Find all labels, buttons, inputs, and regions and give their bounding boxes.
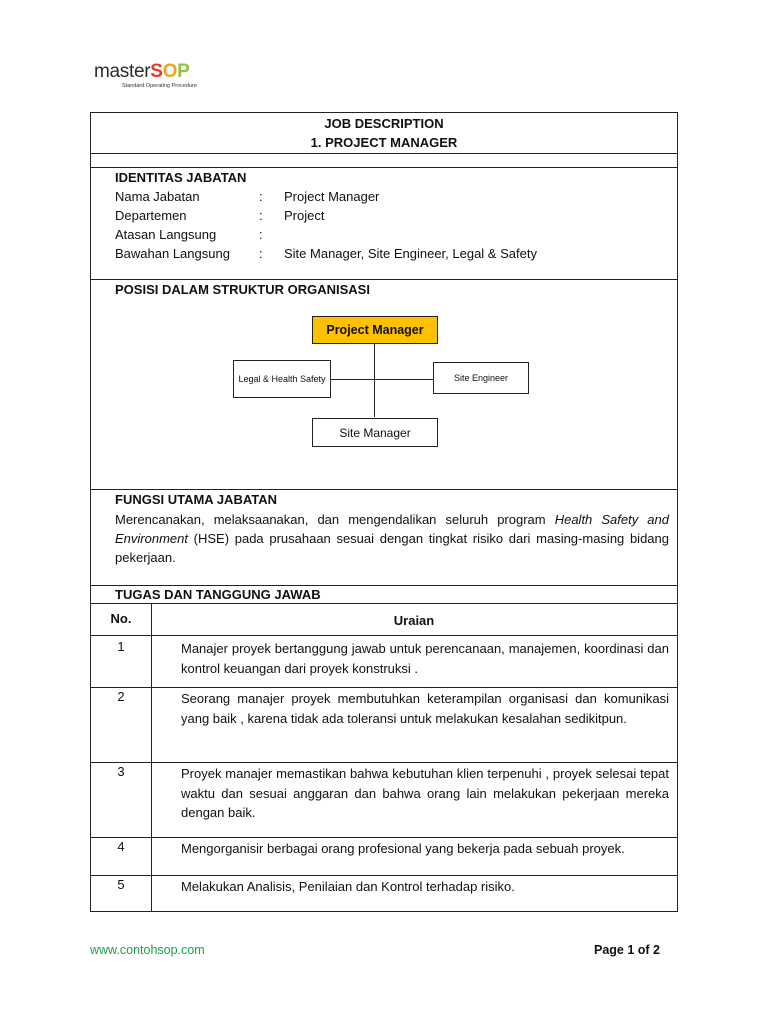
divider [91, 875, 677, 876]
org-connector-horizontal [331, 379, 434, 380]
colon: : [259, 189, 263, 204]
org-box-legal-health-safety: Legal & Health Safety [233, 360, 331, 398]
posisi-heading: POSISI DALAM STRUKTUR ORGANISASI [115, 282, 370, 297]
colon: : [259, 227, 263, 242]
job-description-table [90, 112, 678, 912]
value-bawahan-langsung: Site Manager, Site Engineer, Legal & Safety [284, 246, 537, 261]
doc-title: JOB DESCRIPTION [324, 116, 444, 131]
row-text: Seorang manajer proyek membutuhkan keterampilan organisasi dan komunikasi yang baik , karena tidak ada toleransi untuk melakukan kesalahan sedikitpun. [181, 691, 669, 726]
divider [91, 687, 677, 688]
org-connector-vertical [374, 343, 375, 417]
org-box-project-manager: Project Manager [312, 316, 438, 344]
row-number: 2 [117, 689, 125, 704]
divider [91, 837, 677, 838]
divider [91, 635, 677, 636]
label-bawahan-langsung: Bawahan Langsung [115, 246, 230, 261]
identitas-heading: IDENTITAS JABATAN [115, 170, 247, 185]
row-number: 3 [117, 764, 125, 779]
column-header-no: No. [110, 611, 132, 626]
row-number: 5 [117, 877, 125, 892]
footer-website-link[interactable]: www.contohsop.com [90, 943, 205, 957]
value-nama-jabatan: Project Manager [284, 189, 380, 204]
logo-tagline: Standard Operating Procedure [122, 83, 197, 89]
column-divider [151, 603, 152, 911]
page-number: Page 1 of 2 [594, 943, 660, 957]
fungsi-heading: FUNGSI UTAMA JABATAN [115, 492, 278, 507]
colon: : [259, 246, 263, 261]
row-number: 1 [117, 639, 125, 654]
doc-subtitle: 1. PROJECT MANAGER [310, 135, 458, 150]
label-atasan-langsung: Atasan Langsung [115, 227, 217, 242]
tugas-heading: TUGAS DAN TANGGUNG JAWAB [115, 587, 321, 602]
row-text: Melakukan Analisis, Penilaian dan Kontrol terhadap risiko. [181, 879, 515, 894]
logo-word-master: master [94, 61, 151, 82]
mastersop-logo: masterSOP Standard Operating Procedure [94, 62, 204, 94]
divider [91, 762, 677, 763]
label-departemen: Departemen [115, 208, 187, 223]
column-header-uraian: Uraian [393, 613, 435, 628]
divider [91, 603, 677, 604]
label-nama-jabatan: Nama Jabatan [115, 189, 200, 204]
colon: : [259, 208, 263, 223]
row-text: Mengorganisir berbagai orang profesional yang bekerja pada sebuah proyek. [181, 841, 625, 856]
org-box-site-engineer: Site Engineer [433, 362, 529, 394]
value-departemen: Project [284, 208, 325, 223]
fungsi-paragraph: Merencanakan, melaksaanakan, dan mengendalikan seluruh program Health Safety and Environment (HSE) pada prusahaan sesuai dengan tingkat risiko dari masing-masing bidang pekerjaan. [115, 512, 669, 565]
row-number: 4 [117, 839, 125, 854]
org-box-site-manager: Site Manager [312, 418, 438, 447]
row-text: Manajer proyek bertanggung jawab untuk perencanaan, manajemen, koordinasi dan kontrol keuangan dari proyek konstruksi . [181, 641, 669, 676]
divider [91, 153, 677, 154]
row-text: Proyek manajer memastikan bahwa kebutuhan klien terpenuhi , proyek selesai tepat waktu dan sesuai anggaran dan bahwa orang lain melakukan pekerjaan mereka dengan baik. [181, 766, 669, 820]
